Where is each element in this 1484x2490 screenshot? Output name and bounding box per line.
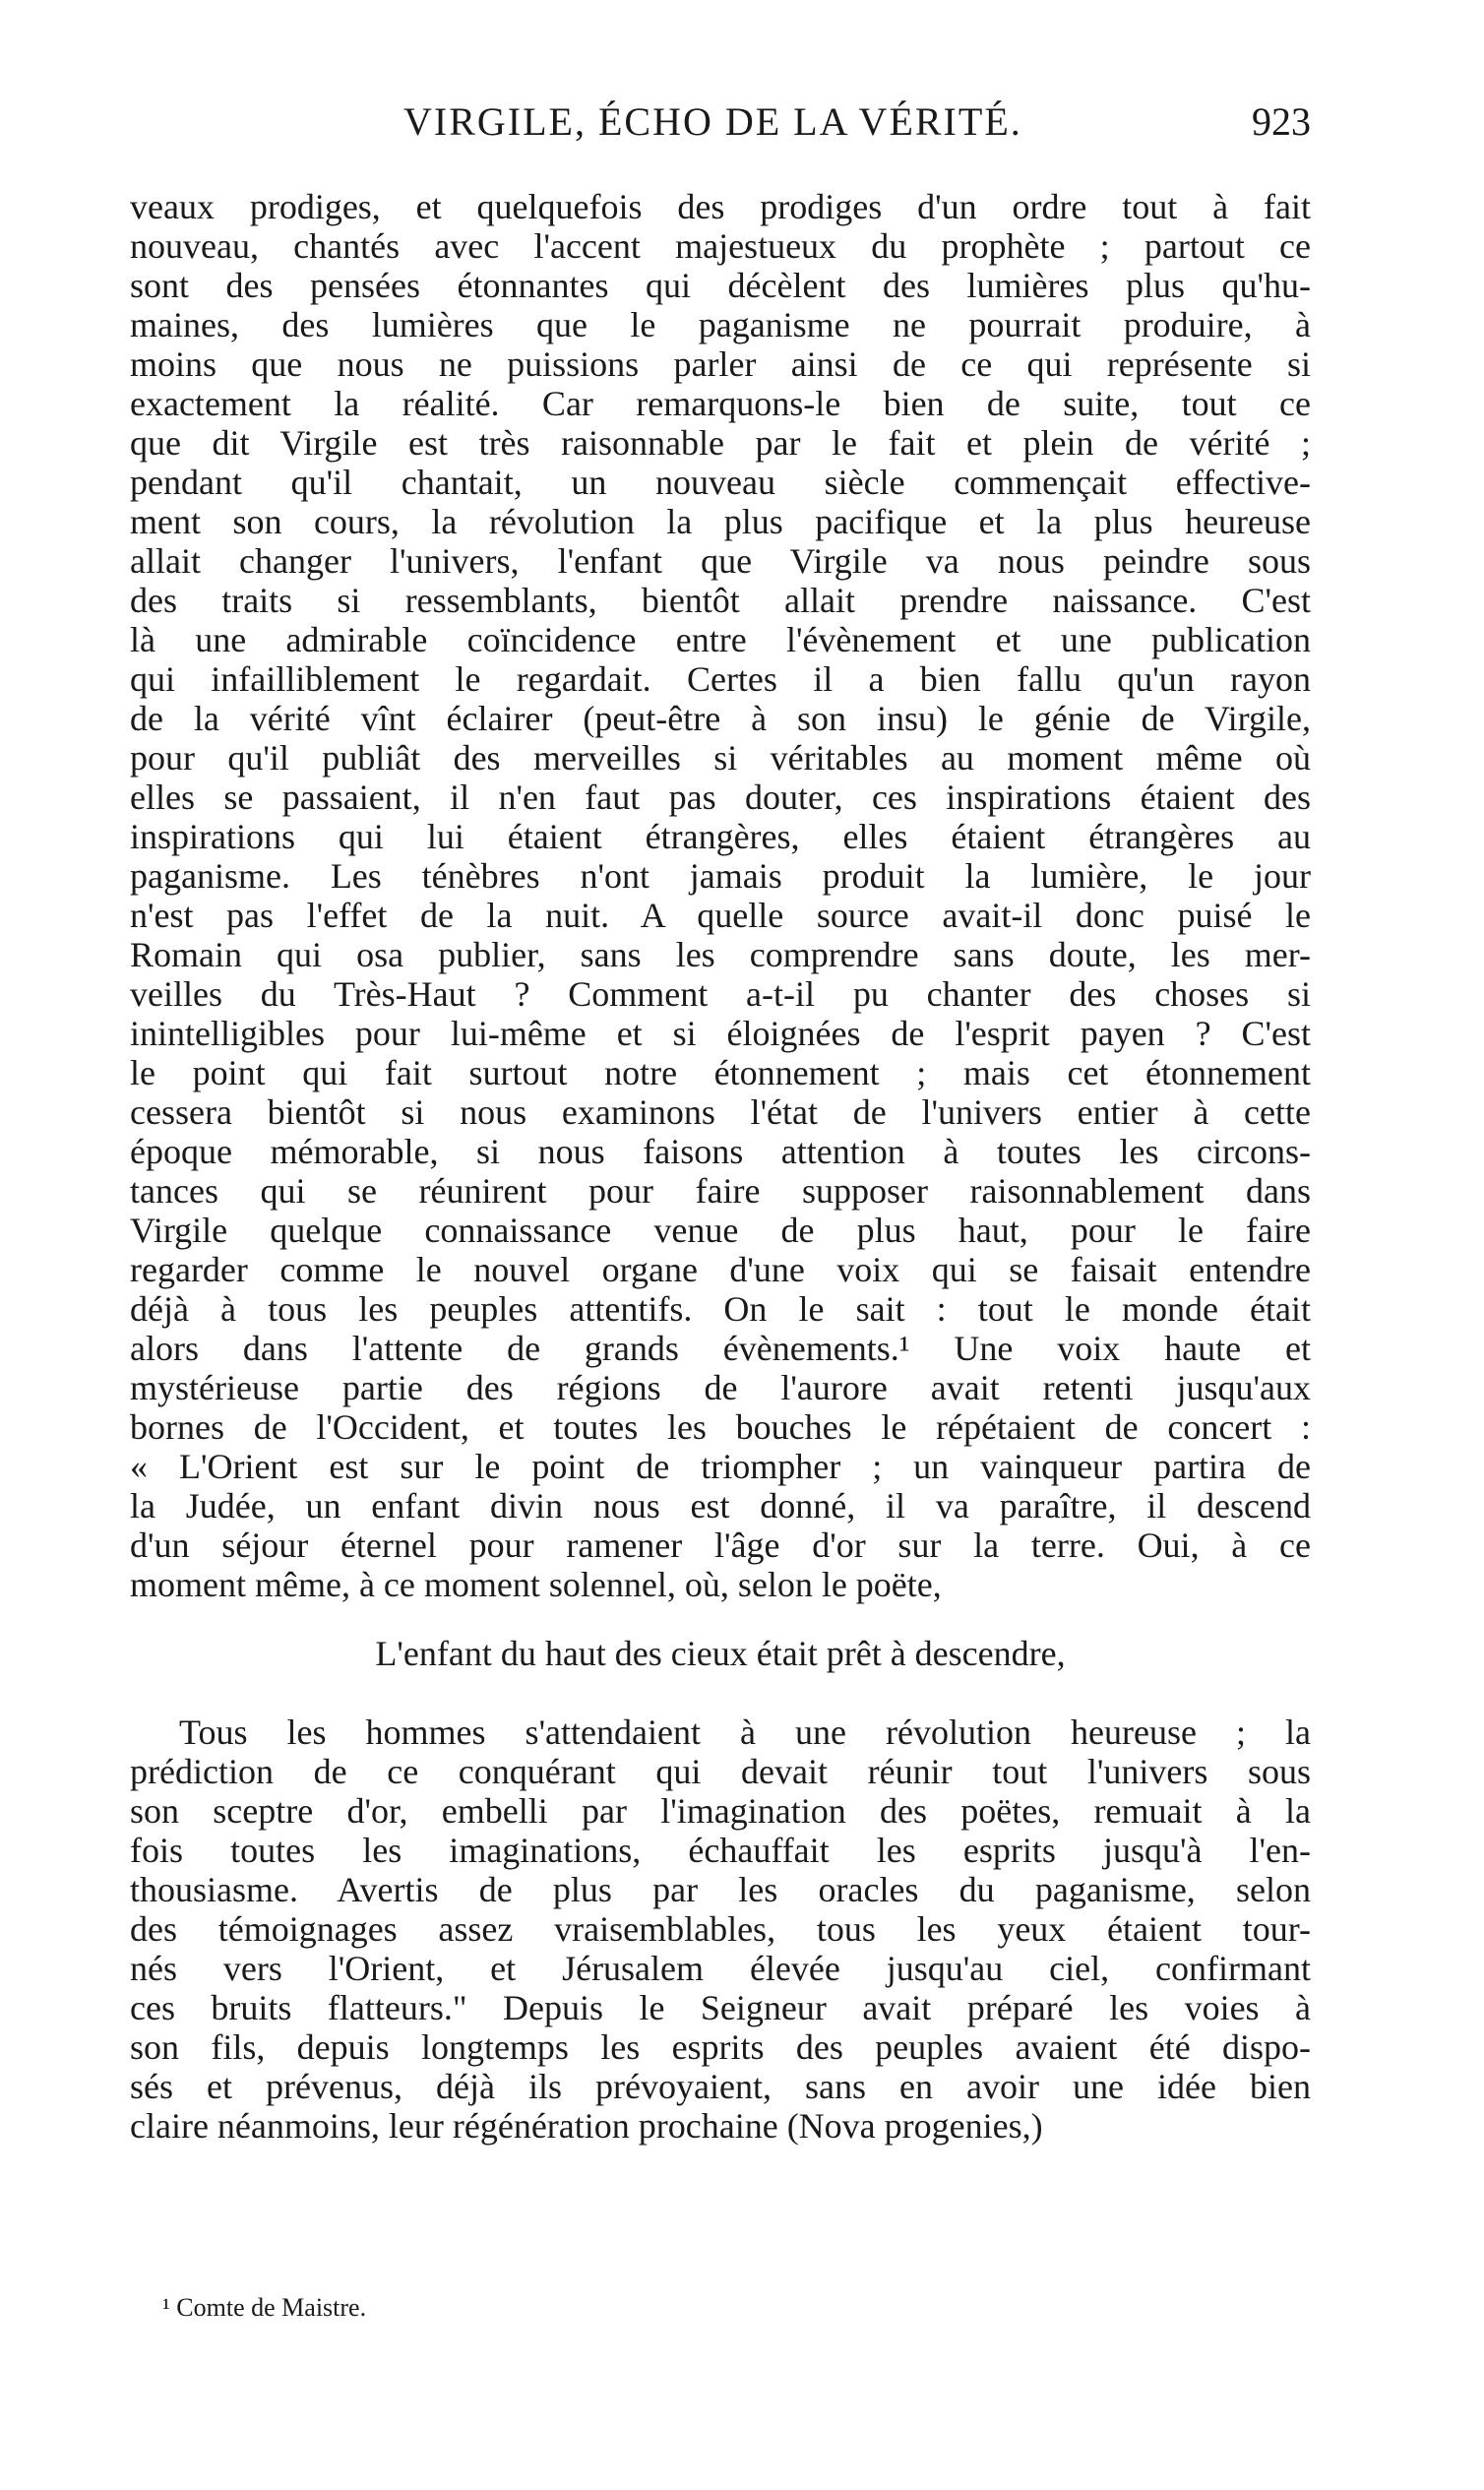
text-line: veaux prodiges, et quelquefois des prodiges d'un ordre tout à fait	[130, 187, 1311, 226]
text-line: cessera bientôt si nous examinons l'état de l'univers entier à cette	[130, 1092, 1311, 1132]
text-line: bornes de l'Occident, et toutes les bouches le répétaient de concert :	[130, 1407, 1311, 1447]
text-line: là une admirable coïncidence entre l'évènement et une publication	[130, 620, 1311, 659]
text-line: d'un séjour éternel pour ramener l'âge d'or sur la terre. Oui, à ce	[130, 1525, 1311, 1565]
text-line: nouveau, chantés avec l'accent majestueux du prophète ; partout ce	[130, 226, 1311, 266]
paragraph-2	[130, 1712, 1311, 2146]
text-line: ment son cours, la révolution la plus pacifique et la plus heureuse	[130, 502, 1311, 541]
text-line: de la vérité vînt éclairer (peut-être à son insu) le génie de Virgile,	[130, 699, 1311, 738]
text-line: elles se passaient, il n'en faut pas douter, ces inspirations étaient des	[130, 778, 1311, 817]
text-line: déjà à tous les peuples attentifs. On le sait : tout le monde était	[130, 1289, 1311, 1329]
text-line: Tous les hommes s'attendaient à une révolution heureuse ; la	[179, 1712, 1311, 1752]
text-line: des traits si ressemblants, bientôt allait prendre naissance. C'est	[130, 581, 1311, 620]
text-line: nés vers l'Orient, et Jérusalem élevée jusqu'au ciel, confirmant	[130, 1949, 1311, 1988]
text-line: sont des pensées étonnantes qui décèlent des lumières plus qu'hu-	[130, 266, 1311, 305]
text-line: paganisme. Les ténèbres n'ont jamais produit la lumière, le jour	[130, 856, 1311, 896]
text-line: moins que nous ne puissions parler ainsi de ce qui représente si	[130, 344, 1311, 384]
text-line: allait changer l'univers, l'enfant que Virgile va nous peindre sous	[130, 541, 1311, 581]
text-line: fois toutes les imaginations, échauffait les esprits jusqu'à l'en-	[130, 1831, 1311, 1870]
footnote: ¹ Comte de Maistre.	[162, 2293, 367, 2322]
text-line: pour qu'il publiât des merveilles si véritables au moment même où	[130, 738, 1311, 778]
text-line: Virgile quelque connaissance venue de plus haut, pour le faire	[130, 1211, 1311, 1250]
text-line: des témoignages assez vraisemblables, tous les yeux étaient tour-	[130, 1909, 1311, 1949]
text-line: thousiasme. Avertis de plus par les oracles du paganisme, selon	[130, 1870, 1311, 1909]
text-line: sés et prévenus, déjà ils prévoyaient, sans en avoir une idée bien	[130, 2067, 1311, 2106]
text-line: pendant qu'il chantait, un nouveau siècle commençait effective-	[130, 463, 1311, 502]
text-line: tances qui se réunirent pour faire supposer raisonnablement dans	[130, 1171, 1311, 1211]
text-line: alors dans l'attente de grands évènements.¹ Une voix haute et	[130, 1329, 1311, 1368]
text-line: ces bruits flatteurs." Depuis le Seigneur avait préparé les voies à	[130, 1988, 1311, 2027]
text-line: son sceptre d'or, embelli par l'imagination des poëtes, remuait à la	[130, 1791, 1311, 1831]
page-body	[130, 187, 1311, 2146]
text-line: moment même, à ce moment solennel, où, selon le poëte,	[130, 1565, 942, 1604]
text-line: qui infailliblement le regardait. Certes il a bien fallu qu'un rayon	[130, 659, 1311, 699]
text-line: regarder comme le nouvel organe d'une voix qui se faisait entendre	[130, 1250, 1311, 1289]
paragraph-1	[130, 187, 1311, 1604]
text-line: mystérieuse partie des régions de l'aurore avait retenti jusqu'aux	[130, 1368, 1311, 1407]
text-line: époque mémorable, si nous faisons attention à toutes les circons-	[130, 1132, 1311, 1171]
text-line: claire néanmoins, leur régénération prochaine (Nova progenies,)	[130, 2106, 1043, 2146]
text-line: son fils, depuis longtemps les esprits des peuples avaient été dispo-	[130, 2027, 1311, 2067]
text-line: inspirations qui lui étaient étrangères, elles étaient étrangères au	[130, 817, 1311, 856]
verse-quotation: L'enfant du haut des cieux était prêt à descendre,	[375, 1634, 1066, 1673]
page-number: 923	[1252, 99, 1311, 144]
text-line: « L'Orient est sur le point de triompher ; un vainqueur partira de	[130, 1447, 1311, 1486]
text-line: exactement la réalité. Car remarquons-le bien de suite, tout ce	[130, 384, 1311, 423]
text-line: Romain qui osa publier, sans les comprendre sans doute, les mer-	[130, 935, 1311, 974]
text-line: prédiction de ce conquérant qui devait réunir tout l'univers sous	[130, 1752, 1311, 1791]
text-line: maines, des lumières que le paganisme ne pourrait produire, à	[130, 305, 1311, 344]
text-line: la Judée, un enfant divin nous est donné, il va paraître, il descend	[130, 1486, 1311, 1525]
text-line: veilles du Très-Haut ? Comment a-t-il pu chanter des choses si	[130, 974, 1311, 1014]
page-header	[130, 98, 1311, 157]
text-line: que dit Virgile est très raisonnable par le fait et plein de vérité ;	[130, 423, 1311, 463]
text-line: n'est pas l'effet de la nuit. A quelle source avait-il donc puisé le	[130, 896, 1311, 935]
text-line: le point qui fait surtout notre étonnement ; mais cet étonnement	[130, 1053, 1311, 1092]
running-title: VIRGILE, ÉCHO DE LA VÉRITÉ.	[403, 99, 1022, 144]
text-line: inintelligibles pour lui-même et si éloignées de l'esprit payen ? C'est	[130, 1014, 1311, 1053]
